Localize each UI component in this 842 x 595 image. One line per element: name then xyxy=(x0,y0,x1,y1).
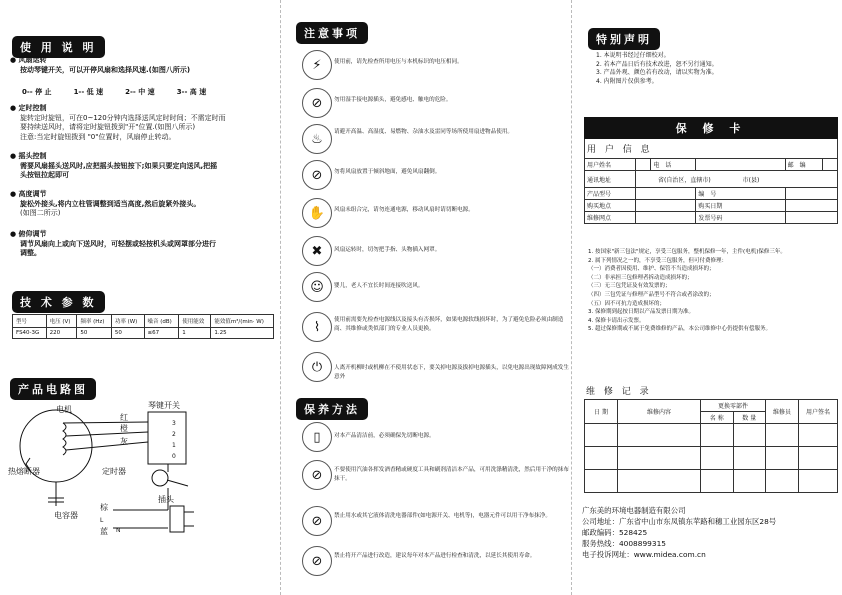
repair-row[interactable] xyxy=(585,447,838,470)
maint-0: 对本产品清洁前，必须确保先切断电源。 xyxy=(334,433,435,439)
label-timer: 定时器 xyxy=(102,467,126,476)
wire-red xyxy=(63,422,148,423)
repair-row[interactable] xyxy=(585,424,838,447)
plug-icon: ⏻ xyxy=(302,352,332,382)
wind-text: 按动琴键开关，可以开停风扇和选择风速.(如图八所示) xyxy=(20,65,191,74)
warranty-terms xyxy=(588,248,838,334)
card-header: 保 修 卡 xyxy=(584,117,838,139)
col-date: 日 期 xyxy=(585,400,618,424)
label-invoice: 发票号码 xyxy=(696,212,785,224)
label-thermal: 热熔断器 xyxy=(8,467,40,476)
label-orange: 橙 xyxy=(120,424,128,433)
term-1: 2. 属下列情况之一的，不享受三包服务，但可付费修理： xyxy=(588,257,727,264)
field-name[interactable] xyxy=(636,159,651,171)
label-shop: 购买地点 xyxy=(585,200,636,212)
speed-3: 3-- 高 速 xyxy=(176,88,207,96)
switch-box xyxy=(148,412,186,464)
field-serial[interactable] xyxy=(785,188,837,200)
company-name: 广东美的环境电器制造有限公司 xyxy=(582,506,686,515)
timer-symbol xyxy=(152,470,168,486)
col-qty: 数 量 xyxy=(733,412,766,424)
company-site: 电子投诉网址：www.midea.com.cn xyxy=(582,550,706,559)
term-9: 5. 超过保修期或不属于免费维修的产品，本公司维修中心仍提供有偿服务。 xyxy=(588,326,771,333)
repair-table xyxy=(584,399,838,493)
label-date: 购买日期 xyxy=(696,200,785,212)
term-2: （一）消费者因使用、维护、保管不当造成损坏的； xyxy=(588,266,715,273)
swing-line-1: 需要风扇摇头送风时,应把摇头按钮按下;如果只要定向送风,把摇 xyxy=(20,161,218,170)
spec-v-6: 1.25 xyxy=(211,328,274,339)
fan-guard-icon: ✖ xyxy=(302,236,332,266)
term-5: （四）三包凭证与修理产品型号不符合或者涂改的； xyxy=(588,291,715,298)
spec-header: 技 术 参 数 xyxy=(12,291,105,313)
height-line-1: 旋松外接头,将内立柱管调整到适当高度,然后旋紧外接头。 xyxy=(20,199,201,208)
height-title: ● 高度调节 xyxy=(10,190,278,200)
spec-v-4: ≤67 xyxy=(144,328,179,339)
fold-line-2 xyxy=(571,0,572,595)
decl-0: 1. 本说明书经过仔细校对。 xyxy=(596,52,670,59)
maintenance-header: 保养方法 xyxy=(296,398,368,420)
label-province: 省(自治区，直辖市) xyxy=(658,176,711,184)
decl-1: 2. 若本产品日后有技术改进，恕不另行通知。 xyxy=(596,60,718,68)
decl-3: 4. 内附图片仅供参考。 xyxy=(596,77,658,85)
label-plug: 插头 xyxy=(158,495,174,504)
spec-h-4: 噪音 (dB) xyxy=(144,315,179,328)
pin-3: 3 xyxy=(172,420,176,427)
speed-2: 2-- 中 速 xyxy=(125,88,155,96)
timer-title: ● 定时控制 xyxy=(10,104,278,114)
spec-h-6: 能效值m³/(min· W) xyxy=(211,315,274,328)
spec-h-5: 使用能效 xyxy=(179,315,211,328)
no-water-icon: ⊘ xyxy=(302,506,332,536)
term-7: 3. 保修期到起按日期以产品发票日期为准。 xyxy=(588,309,694,316)
label-postcode: 邮 编 xyxy=(785,159,822,171)
field-invoice[interactable] xyxy=(785,212,837,224)
pin-0: 0 xyxy=(172,453,176,460)
label-brown: 棕 xyxy=(100,503,108,512)
baby-icon: ☺ xyxy=(302,272,332,302)
label-model: 产品型号 xyxy=(585,188,636,200)
term-0: 1. 按国家"新三包法"规定，享受三包服务，整机保修一年，主件(电机)保修三年。 xyxy=(588,249,786,255)
label-switch: 琴键开关 xyxy=(148,401,180,410)
company-address: 公司地址：广东省中山市东凤镇东苹路和穗工业园东区28号 xyxy=(582,517,777,526)
field-postcode[interactable] xyxy=(822,159,837,171)
label-address: 通讯地址 xyxy=(585,171,636,188)
maint-3: 禁止将开产品进行改造，建议每年对本产品进行检查和清洗，以延长其使用寿命。 xyxy=(334,553,536,559)
no-tilt-icon: ⊘ xyxy=(302,160,332,190)
swing-title: ● 摇头控制 xyxy=(10,152,278,162)
speed-0: 0-- 停 止 xyxy=(22,88,52,96)
label-capacitor: 电容器 xyxy=(54,511,78,520)
spec-v-5: 1 xyxy=(179,328,211,339)
timer-line-3: 注意:当定时旋钮拨到 "0"位置时，风扇停止转动。 xyxy=(20,132,176,141)
label-serial: 编 号 xyxy=(696,188,785,200)
field-model[interactable] xyxy=(636,188,696,200)
no-modify-icon: ⊘ xyxy=(302,546,332,576)
company-info xyxy=(582,505,776,560)
timer-line-1: 旋转定时旋钮，可在0~120分钟内选择送风定时时间；不需定时而 xyxy=(20,113,226,122)
wire-orange xyxy=(66,432,148,436)
label-N: N xyxy=(116,527,121,534)
speed-list xyxy=(22,88,272,98)
wind-title: ● 风扇运转 xyxy=(10,56,275,66)
usage-pitch xyxy=(10,230,278,259)
circuit-diagram xyxy=(8,398,278,588)
pitch-line-2: 调整。 xyxy=(20,249,41,257)
col-part-name: 名 称 xyxy=(701,412,734,424)
col-content: 维修内容 xyxy=(618,400,701,424)
spec-h-0: 型号 xyxy=(13,315,47,328)
warranty-card xyxy=(584,117,838,224)
col-parts: 更换零部件 xyxy=(701,400,766,412)
term-6: （五）因不可抗力造成损坏的； xyxy=(588,300,666,307)
spec-v-0: FS40-3G xyxy=(13,328,47,339)
label-gray: 灰 xyxy=(120,437,128,446)
usage-swing xyxy=(10,152,278,181)
declaration-header: 特别声明 xyxy=(588,28,660,50)
no-heat-icon: ♨ xyxy=(302,124,332,154)
note-8: 人离开机柳时或机柳在不使用状态下，要关掉电源及拔掉电源插头，以免电源出现故障网成发生意外 xyxy=(334,365,569,380)
company-phone: 服务热线：4008899315 xyxy=(582,539,666,548)
label-L: L xyxy=(100,517,104,524)
note-5: 风扇运转时，切勿把手指、头物插入网罩。 xyxy=(334,247,441,253)
pin-2: 2 xyxy=(172,431,176,438)
note-6: 婴儿，老人不宜长时间连接吹送风。 xyxy=(334,283,424,289)
label-phone: 电 话 xyxy=(651,159,696,171)
wire-gray xyxy=(66,442,148,450)
term-3: （二）非承担三包修理者拆动造成损坏的； xyxy=(588,274,693,281)
note-2: 请避开高温、高湿度、易燃物、杂油水及雷同等场所使用扇进物品使用。 xyxy=(334,129,514,135)
repair-title: 维 修 记 录 xyxy=(586,387,652,397)
declaration-list xyxy=(596,52,718,86)
note-1: 勿用湿手接电源插头，避免感电、触电的危险。 xyxy=(334,97,452,103)
field-network[interactable] xyxy=(636,212,696,224)
field-date[interactable] xyxy=(785,200,837,212)
note-7: 使用前需要先检查电源线以及接头有否损坏，如果电源软线损坏时，为了避免危险必须由制造商、其维修或类似部门的专业人员更换。 xyxy=(334,317,564,332)
height-line-2: (如图二所示) xyxy=(20,209,61,217)
label-motor: 电机 xyxy=(56,405,72,414)
note-3: 勿将风扇放置于倾斜地面，避免风扇翻倒。 xyxy=(334,169,441,175)
maint-1: 不要使用汽油各挥发酒香精或硬度工具和刷剂清洁本产品，可用洗涤精清洗，然后用干净的抹布抹干。 xyxy=(334,467,569,482)
label-city: 市(县) xyxy=(742,176,760,184)
pitch-line-1: 调节风扇向上或向下送风时，可轻摆或轻按机头或网罩部分进行 xyxy=(20,239,216,248)
usage-height xyxy=(10,190,278,219)
field-shop[interactable] xyxy=(636,200,696,212)
pin-1: 1 xyxy=(172,442,176,449)
spec-v-2: 50 xyxy=(77,328,111,339)
label-blue: 蓝 xyxy=(100,527,108,536)
no-wet-hands-icon: ⊘ xyxy=(302,88,332,118)
notes-header: 注意事项 xyxy=(296,22,368,44)
swing-line-2: 头按钮拉起即可 xyxy=(20,171,69,179)
col-sign: 用户签名 xyxy=(799,400,838,424)
plug-body xyxy=(170,506,184,532)
spec-h-3: 功率 (W) xyxy=(111,315,144,328)
spec-v-1: 220 xyxy=(46,328,77,339)
usage-timer xyxy=(10,104,278,142)
decl-2: 3. 产品外观、颜色若有改动，请以实物为准。 xyxy=(596,69,718,76)
spec-v-3: 50 xyxy=(111,328,144,339)
usage-header: 使 用 说 明 xyxy=(12,36,105,58)
circuit-header: 产品电路图 xyxy=(10,378,96,400)
user-info-table xyxy=(584,158,838,224)
timer-line-2: 要持续送风时，请将定时旋钮拨到"开"位置.(如图八所示) xyxy=(20,123,196,131)
label-red: 红 xyxy=(120,413,128,422)
spec-value-row xyxy=(13,328,274,339)
term-8: 4. 保修卡请出示发票。 xyxy=(588,317,645,324)
user-info-title: 用 户 信 息 xyxy=(584,139,838,158)
no-solvent-icon: ⊘ xyxy=(302,460,332,490)
field-address[interactable] xyxy=(636,171,838,188)
fold-line-1 xyxy=(280,0,281,595)
repair-record xyxy=(584,382,838,493)
speed-1: 1-- 低 速 xyxy=(73,88,104,96)
col-staff: 维修员 xyxy=(766,400,799,424)
cord-icon: ⌇ xyxy=(302,312,332,342)
note-4: 风扇未组合完，请勿连通电源，移动风扇时请切断电源。 xyxy=(334,207,474,213)
label-network: 维修网点 xyxy=(585,212,636,224)
spec-h-2: 频率 (Hz) xyxy=(77,315,111,328)
spec-header-row xyxy=(13,315,274,328)
pitch-title: ● 俯仰调节 xyxy=(10,230,278,240)
company-zip: 邮政编码：528425 xyxy=(582,528,648,537)
usage-wind xyxy=(10,56,275,75)
spec-h-1: 电压 (V) xyxy=(46,315,77,328)
lightning-icon: ⚡ xyxy=(302,50,332,80)
unplug-icon: ✋ xyxy=(302,198,332,228)
maint-2: 禁止用水或其它液体清洗电器部件(如电源开关、电机等)，电器元件可以用干净布抹净。 xyxy=(334,513,551,519)
switch-off-icon: ▯ xyxy=(302,422,332,452)
label-name: 用户姓名 xyxy=(585,159,636,171)
term-4: （三）无三包凭证及有效发票的； xyxy=(588,283,671,290)
repair-row[interactable] xyxy=(585,470,838,493)
motor-coil xyxy=(63,423,66,455)
spec-table xyxy=(12,314,274,339)
field-phone[interactable] xyxy=(696,159,785,171)
note-0: 使用前，请先检查所用电压与本机标识的电压相同。 xyxy=(334,59,463,65)
